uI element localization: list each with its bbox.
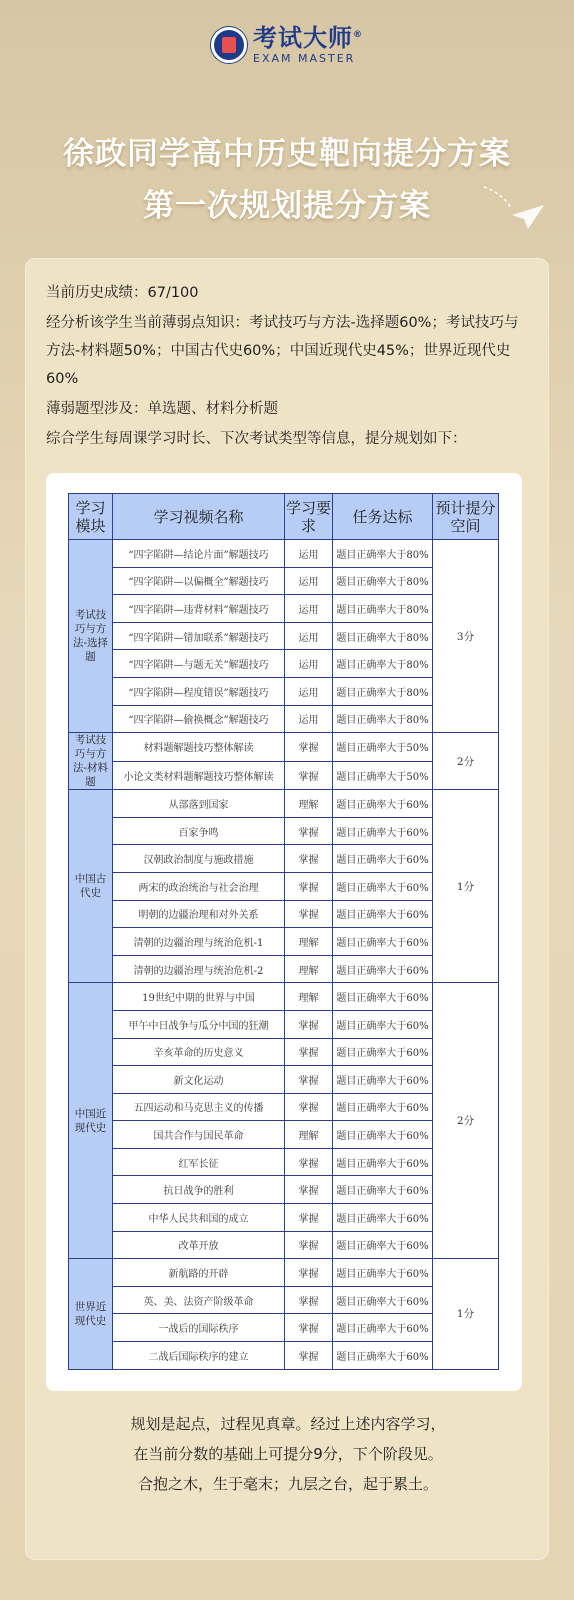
video-name-cell: 小论文类材料题解题技巧整体解读 [113, 761, 285, 790]
video-name-cell: 两宋的政治统治与社会治理 [113, 872, 285, 900]
video-name-cell: “四字陷阱—结论片面”解题技巧 [113, 540, 285, 568]
footer-message [26, 1409, 550, 1499]
brand-name-en: EXAM MASTER [253, 52, 356, 65]
target-cell: 题目正确率大于80% [333, 650, 433, 678]
score-cell: 1分 [433, 1259, 499, 1369]
requirement-cell: 掌握 [285, 817, 333, 845]
target-cell: 题目正确率大于60% [333, 817, 433, 845]
current-score: 当前历史成绩：67/100 [46, 285, 199, 301]
target-cell: 题目正确率大于50% [333, 733, 433, 762]
brand-logo [0, 26, 574, 64]
video-name-cell: 英、美、法资产阶级革命 [113, 1286, 285, 1314]
requirement-cell: 掌握 [285, 1231, 333, 1259]
plan-table [68, 493, 499, 1370]
table-body [69, 540, 499, 1370]
video-name-cell: “四字陷阱—错加联系”解题技巧 [113, 622, 285, 650]
requirement-cell: 掌握 [285, 733, 333, 762]
target-cell: 题目正确率大于60% [333, 1176, 433, 1204]
requirement-cell: 运用 [285, 567, 333, 595]
footer-line-2: 在当前分数的基础上可提分9分，下个阶段见。 [133, 1445, 443, 1463]
footer-line-3: 合抱之木，生于毫末；九层之台，起于累土。 [137, 1475, 438, 1493]
paper-plane-icon [482, 185, 552, 235]
brand-emblem-icon [211, 27, 247, 63]
video-name-cell: 红军长征 [113, 1148, 285, 1176]
video-name-cell: “四字陷阱—程度错误”解题技巧 [113, 677, 285, 705]
target-cell: 题目正确率大于80% [333, 567, 433, 595]
page-subtitle: 第一次规划提分方案 [143, 188, 431, 224]
requirement-cell: 运用 [285, 650, 333, 678]
brand-name-cn: 考试大师® [253, 24, 363, 52]
target-cell: 题目正确率大于60% [333, 1286, 433, 1314]
header-target: 任务达标 [333, 494, 433, 540]
requirement-cell: 掌握 [285, 1176, 333, 1204]
video-name-cell: 清朝的边疆治理与统治危机-2 [113, 955, 285, 983]
target-cell: 题目正确率大于60% [333, 1010, 433, 1038]
target-cell: 题目正确率大于60% [333, 1342, 433, 1370]
target-cell: 题目正确率大于60% [333, 1231, 433, 1259]
requirement-cell: 理解 [285, 983, 333, 1011]
module-cell: 考试技巧与方法-选择题 [69, 540, 113, 733]
requirement-cell: 掌握 [285, 1342, 333, 1370]
target-cell: 题目正确率大于60% [333, 1204, 433, 1232]
video-name-cell: “四字陷阱—以偏概全”解题技巧 [113, 567, 285, 595]
score-cell: 1分 [433, 790, 499, 983]
requirement-cell: 运用 [285, 705, 333, 733]
requirement-cell: 理解 [285, 790, 333, 818]
video-name-cell: 从部落到国家 [113, 790, 285, 818]
requirement-cell: 掌握 [285, 1066, 333, 1094]
target-cell: 题目正确率大于80% [333, 595, 433, 623]
requirement-cell: 掌握 [285, 1286, 333, 1314]
video-name-cell: 清朝的边疆治理与统治危机-1 [113, 928, 285, 956]
requirement-cell: 运用 [285, 622, 333, 650]
header-requirement: 学习要求 [285, 494, 333, 540]
plan-table-card [46, 473, 522, 1391]
requirement-cell: 掌握 [285, 845, 333, 873]
requirement-cell: 掌握 [285, 1148, 333, 1176]
score-cell: 2分 [433, 983, 499, 1259]
plan-card [25, 258, 549, 1560]
video-name-cell: 甲午中日战争与瓜分中国的狂潮 [113, 1010, 285, 1038]
video-name-cell: 百家争鸣 [113, 817, 285, 845]
table-row [69, 733, 499, 762]
target-cell: 题目正确率大于50% [333, 761, 433, 790]
page-title: 徐政同学高中历史靶向提分方案 [63, 136, 511, 172]
requirement-cell: 掌握 [285, 872, 333, 900]
target-cell: 题目正确率大于60% [333, 1121, 433, 1149]
analysis-section [46, 279, 530, 455]
footer-line-1: 规划是起点，过程见真章。经过上述内容学习， [130, 1415, 446, 1433]
video-name-cell: 五四运动和马克思主义的传播 [113, 1093, 285, 1121]
video-name-cell: 改革开放 [113, 1231, 285, 1259]
header-video: 学习视频名称 [113, 494, 285, 540]
question-types: 薄弱题型涉及：单选题、材料分析题 [46, 401, 278, 417]
target-cell: 题目正确率大于60% [333, 1066, 433, 1094]
video-name-cell: “四字陷阱—与题无关”解题技巧 [113, 650, 285, 678]
target-cell: 题目正确率大于60% [333, 900, 433, 928]
table-header-row [69, 494, 499, 540]
video-name-cell: 中华人民共和国的成立 [113, 1204, 285, 1232]
requirement-cell: 运用 [285, 540, 333, 568]
target-cell: 题目正确率大于60% [333, 1314, 433, 1342]
target-cell: 题目正确率大于80% [333, 540, 433, 568]
video-name-cell: 新航路的开辟 [113, 1259, 285, 1287]
target-cell: 题目正确率大于60% [333, 1038, 433, 1066]
requirement-cell: 理解 [285, 955, 333, 983]
video-name-cell: 二战后国际秩序的建立 [113, 1342, 285, 1370]
target-cell: 题目正确率大于60% [333, 790, 433, 818]
video-name-cell: 19世纪中期的世界与中国 [113, 983, 285, 1011]
header-score: 预计提分空间 [433, 494, 499, 540]
video-name-cell: “四字陷阱—偷换概念”解题技巧 [113, 705, 285, 733]
target-cell: 题目正确率大于60% [333, 955, 433, 983]
table-row [69, 790, 499, 818]
video-name-cell: 材料题解题技巧整体解读 [113, 733, 285, 762]
target-cell: 题目正确率大于80% [333, 622, 433, 650]
target-cell: 题目正确率大于60% [333, 872, 433, 900]
video-name-cell: 一战后的国际秩序 [113, 1314, 285, 1342]
weak-points: 经分析该学生当前薄弱点知识：考试技巧与方法-选择题60%；考试技巧与方法-材料题50%；中国古代史60%；中国近现代史45%；世界近现代史60% [46, 315, 519, 387]
score-cell: 2分 [433, 733, 499, 790]
target-cell: 题目正确率大于60% [333, 1148, 433, 1176]
target-cell: 题目正确率大于60% [333, 845, 433, 873]
table-row [69, 540, 499, 568]
video-name-cell: 明朝的边疆治理和对外关系 [113, 900, 285, 928]
module-cell: 中国古代史 [69, 790, 113, 983]
requirement-cell: 掌握 [285, 1259, 333, 1287]
video-name-cell: 国共合作与国民革命 [113, 1121, 285, 1149]
target-cell: 题目正确率大于60% [333, 1259, 433, 1287]
requirement-cell: 掌握 [285, 1038, 333, 1066]
requirement-cell: 掌握 [285, 1204, 333, 1232]
module-cell: 世界近现代史 [69, 1259, 113, 1369]
video-name-cell: 新文化运动 [113, 1066, 285, 1094]
target-cell: 题目正确率大于60% [333, 928, 433, 956]
target-cell: 题目正确率大于60% [333, 983, 433, 1011]
requirement-cell: 掌握 [285, 900, 333, 928]
table-row [69, 1259, 499, 1287]
video-name-cell: 抗日战争的胜利 [113, 1176, 285, 1204]
table-row [69, 983, 499, 1011]
header-module: 学习模块 [69, 494, 113, 540]
module-cell: 考试技巧与方法-材料题 [69, 733, 113, 790]
requirement-cell: 掌握 [285, 761, 333, 790]
requirement-cell: 理解 [285, 928, 333, 956]
video-name-cell: 汉朝政治制度与施政措施 [113, 845, 285, 873]
requirement-cell: 运用 [285, 677, 333, 705]
score-cell: 3分 [433, 540, 499, 733]
requirement-cell: 掌握 [285, 1314, 333, 1342]
module-cell: 中国近现代史 [69, 983, 113, 1259]
target-cell: 题目正确率大于80% [333, 705, 433, 733]
target-cell: 题目正确率大于60% [333, 1093, 433, 1121]
requirement-cell: 理解 [285, 1121, 333, 1149]
video-name-cell: “四字陷阱—违背材料”解题技巧 [113, 595, 285, 623]
requirement-cell: 掌握 [285, 1010, 333, 1038]
requirement-cell: 运用 [285, 595, 333, 623]
video-name-cell: 辛亥革命的历史意义 [113, 1038, 285, 1066]
requirement-cell: 掌握 [285, 1093, 333, 1121]
target-cell: 题目正确率大于80% [333, 677, 433, 705]
plan-summary: 综合学生每周课学习时长、下次考试类型等信息，提分规划如下： [46, 431, 467, 447]
